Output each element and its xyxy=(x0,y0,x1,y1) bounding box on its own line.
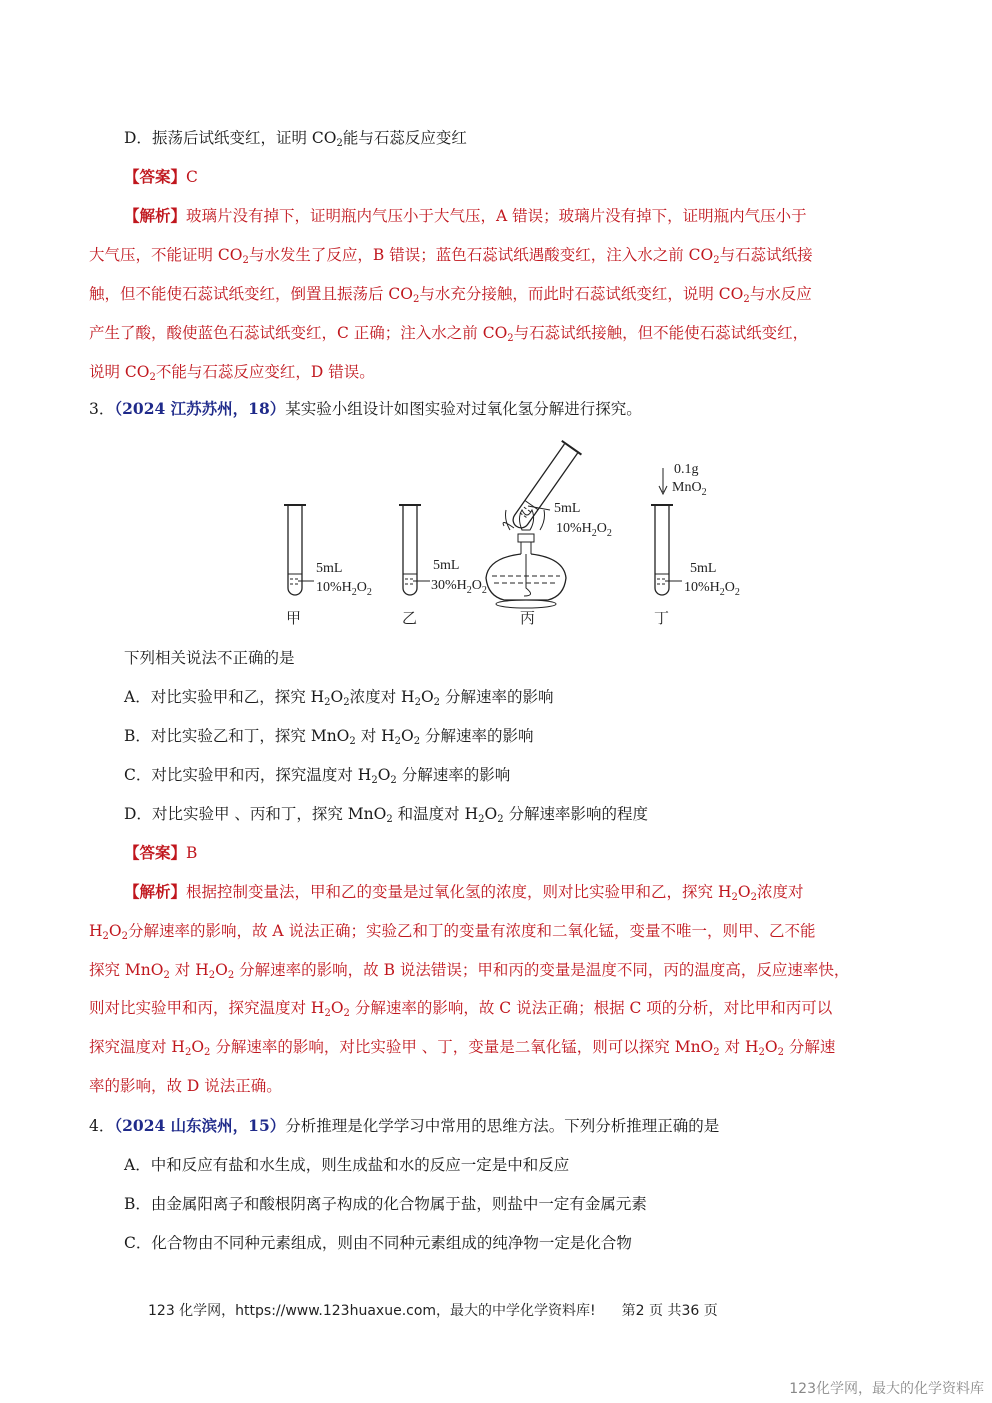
subscript: 2 xyxy=(433,697,441,708)
text-run: 分解速率的影响 xyxy=(396,766,511,784)
text-run: O xyxy=(215,960,228,979)
q3-prompt: 下列相关说法不正确的是 xyxy=(124,649,295,667)
text-run: 浓度对 H xyxy=(349,688,415,706)
subscript: 2 xyxy=(324,697,331,708)
analysis-line xyxy=(89,245,813,265)
test-tube-yi xyxy=(399,505,487,627)
subscript: 2 xyxy=(343,697,350,708)
text-run: 探究温度对 H xyxy=(89,1038,185,1057)
text-run: 对比实验甲和乙，探究 H xyxy=(150,688,325,706)
subscript: 2 xyxy=(478,814,485,825)
text-run: 分解速率的影响 xyxy=(420,727,534,745)
answer-tag: 【答案】 xyxy=(124,843,187,862)
test-tube-bing xyxy=(486,441,612,627)
page-footer xyxy=(148,1300,718,1320)
q3-option-d xyxy=(124,804,648,824)
option-label: B． xyxy=(124,727,151,745)
subscript: 2 xyxy=(343,1008,350,1020)
text-run: O xyxy=(737,883,751,901)
text-run: 探究 MnO xyxy=(89,960,164,979)
text-run: O xyxy=(764,1038,778,1057)
text-run: 触，但不能使石蕊试纸变红，倒置且振荡后 CO xyxy=(89,285,413,303)
analysis-line xyxy=(124,882,803,902)
subscript: 2 xyxy=(497,814,504,825)
option-text: 由金属阳离子和酸根阴离子构成的化合物属于盐，则盐中一定有金属元素 xyxy=(150,1195,647,1213)
analysis-line xyxy=(89,998,832,1018)
subscript: 2 xyxy=(121,930,128,942)
answer-value: C xyxy=(186,168,198,186)
subscript: 2 xyxy=(102,930,109,942)
q3-answer xyxy=(124,843,197,863)
tube-name: 乙 xyxy=(402,609,418,627)
text-run: 对 H xyxy=(355,727,395,745)
q3-stem xyxy=(89,399,642,419)
analysis-line xyxy=(89,1037,835,1057)
text-run: O xyxy=(401,727,414,745)
option-label: C． xyxy=(124,766,152,784)
tube-name: 丙 xyxy=(520,609,536,627)
option-text: 能与石蕊反应变红 xyxy=(342,129,467,147)
subscript: 2 xyxy=(227,969,235,981)
subscript: 2 xyxy=(336,138,343,149)
subscript: 2 xyxy=(414,697,421,708)
q4-option-a xyxy=(124,1155,569,1175)
text-run: 说明 CO xyxy=(89,363,150,381)
text-run: 浓度对 xyxy=(756,883,804,901)
analysis-tag: 【解析】 xyxy=(124,206,187,225)
analysis-line xyxy=(124,206,807,226)
text-run: O xyxy=(108,921,122,940)
subscript: 2 xyxy=(390,775,397,786)
text-run: 与水发生了反应，B 错误；蓝色石蕊试纸遇酸变红，注入水之前 CO xyxy=(248,246,714,264)
text-run: 和温度对 H xyxy=(392,805,479,823)
tube-name: 丁 xyxy=(654,609,670,627)
text-run: O xyxy=(191,1038,205,1057)
tube-volume-label: 5mL xyxy=(690,561,717,576)
tube-conc-label: $10\%H_2O_2$ xyxy=(316,580,372,598)
tube-conc-label: $10\%H_2O_2$ xyxy=(556,521,612,539)
text-run: 与水充分接触，而此时石蕊试纸变红，说明 CO xyxy=(419,285,744,303)
subscript: 2 xyxy=(743,294,750,305)
subscript: 2 xyxy=(758,1047,765,1059)
subscript: 2 xyxy=(731,892,738,903)
text-run: 分解速率的影响，故 B 说法错误；甲和丙的变量是温度不同，丙的温度高，反应速率快， xyxy=(234,960,850,979)
text-run: 对 H xyxy=(719,1038,759,1057)
subscript: 2 xyxy=(713,1047,720,1059)
text-run: 率的影响，故 D 说法正确。 xyxy=(89,1077,282,1095)
subscript: 2 xyxy=(204,1047,211,1059)
text-run: 对比实验乙和丁，探究 MnO xyxy=(150,727,350,745)
option-label: A． xyxy=(124,688,151,706)
subscript: 2 xyxy=(750,892,757,903)
catalyst-mass-label: 0.1g xyxy=(674,462,699,477)
subscript: 2 xyxy=(184,1047,192,1059)
subscript: 2 xyxy=(324,1008,331,1020)
text-run: 大气压，不能证明 CO xyxy=(89,246,243,264)
option-label: D． xyxy=(124,805,152,823)
analysis-line xyxy=(89,921,816,941)
text-run: 与石蕊试纸接 xyxy=(719,246,813,264)
text-run: 对比实验甲和丙，探究温度对 H xyxy=(151,766,372,784)
text-run: 分解速率的影响 xyxy=(440,688,554,706)
text-run: 分解速率影响的程度 xyxy=(503,805,649,823)
alcohol-lamp xyxy=(486,510,566,608)
subscript: 2 xyxy=(349,736,356,747)
analysis-line xyxy=(89,284,812,304)
tube-volume-label: 5mL xyxy=(433,558,460,573)
text-run: O xyxy=(377,766,391,784)
q4-stem xyxy=(89,1116,719,1136)
text-run: 分解速率的影响，对比实验甲 、丁，变量是二氧化锰，则可以探究 MnO xyxy=(210,1038,714,1057)
q3-option-b xyxy=(124,726,534,746)
text-run: 分解速率的影响，故 C 说法正确；根据 C 项的分析，对比甲和丙可以 xyxy=(349,999,833,1018)
q2-option-d xyxy=(124,128,467,148)
q3-option-c xyxy=(124,765,510,785)
question-number: 3． xyxy=(89,400,115,418)
subscript: 2 xyxy=(371,775,378,786)
subscript: 2 xyxy=(149,372,156,383)
q4-option-b xyxy=(124,1194,647,1214)
text-run: 与水反应 xyxy=(749,285,812,303)
subscript: 2 xyxy=(394,736,402,747)
text-run: 与石蕊试纸接触，但不能使石蕊试纸变红， xyxy=(513,324,809,342)
text-run: 对 H xyxy=(169,960,209,979)
tube-name: 甲 xyxy=(286,609,302,627)
subscript: 2 xyxy=(208,969,216,981)
question-text: 某实验小组设计如图实验对过氧化氢分解进行探究。 xyxy=(285,400,642,418)
analysis-line xyxy=(89,362,375,382)
test-tube-jia xyxy=(284,505,372,627)
text-run: 产生了酸，酸使蓝色石蕊试纸变红，C 正确；注入水之前 CO xyxy=(89,324,508,342)
question-source: （2024 山东滨州，15） xyxy=(114,1116,286,1135)
watermark: 123化学网，最大的化学资料库 xyxy=(789,1381,984,1397)
footer-text: 123 化学网，https://www.123huaxue.com，最大的中学化学资料库! xyxy=(148,1303,596,1319)
subscript: 2 xyxy=(413,736,421,747)
option-label: A． xyxy=(124,1156,151,1174)
q2-answer xyxy=(124,167,198,187)
analysis-line xyxy=(89,1076,282,1096)
subscript: 2 xyxy=(507,333,514,344)
option-label: B． xyxy=(124,1195,151,1213)
experiment-figure xyxy=(270,438,760,638)
tube-volume-label: 5mL xyxy=(316,561,343,576)
question-text: 分析推理是化学学习中常用的思维方法。下列分析推理正确的是 xyxy=(285,1117,720,1135)
catalyst-label: MnO$_2$ xyxy=(672,480,707,498)
text-run: 玻璃片没有掉下，证明瓶内气压小于大气压，A 错误；玻璃片没有掉下，证明瓶内气压小于 xyxy=(186,207,807,225)
text-run: O xyxy=(330,688,344,706)
analysis-tag: 【解析】 xyxy=(124,882,187,901)
text-run: O xyxy=(484,805,498,823)
text-run: 根据控制变量法，甲和乙的变量是过氧化氢的浓度，则对比实验甲和乙，探究 H xyxy=(186,883,732,901)
q3-option-a xyxy=(124,687,553,707)
option-text: 中和反应有盐和水生成，则生成盐和水的反应一定是中和反应 xyxy=(150,1156,570,1174)
answer-tag: 【答案】 xyxy=(124,167,187,186)
subscript: 2 xyxy=(242,255,249,266)
option-label: D． xyxy=(124,129,152,147)
q4-option-c xyxy=(124,1233,632,1253)
text-run: 不能与石蕊反应变红，D 错误。 xyxy=(155,363,375,381)
text-run: 分解速 xyxy=(784,1038,836,1057)
subscript: 2 xyxy=(713,255,720,266)
tube-volume-label: 5mL xyxy=(554,501,581,516)
option-text: 振荡后试纸变红，证明 CO xyxy=(151,129,337,147)
text-run: 对比实验甲 、丙和丁，探究 MnO xyxy=(151,805,387,823)
subscript: 2 xyxy=(777,1047,784,1059)
page-number: 第2 页 共36 页 xyxy=(621,1303,718,1319)
text-run: O xyxy=(420,688,434,706)
option-text: 化合物由不同种元素组成，则由不同种元素组成的纯净物一定是化合物 xyxy=(151,1234,632,1252)
subscript: 2 xyxy=(163,969,170,981)
question-number: 4． xyxy=(89,1117,115,1135)
text-run: 分解速率的影响，故 A 说法正确；实验乙和丁的变量有浓度和二氧化锰，变量不唯一，则甲、乙不能 xyxy=(128,921,816,940)
analysis-line xyxy=(89,960,849,980)
text-run: H xyxy=(89,921,103,940)
subscript: 2 xyxy=(386,814,393,825)
subscript: 2 xyxy=(413,294,420,305)
option-label: C． xyxy=(124,1234,152,1252)
tube-conc-label: $30\%H_2O_2$ xyxy=(431,578,487,596)
question-source: （2024 江苏苏州，18） xyxy=(114,399,286,418)
text-run: 则对比实验甲和丙，探究温度对 H xyxy=(89,999,325,1018)
tube-conc-label: $10\%H_2O_2$ xyxy=(684,580,740,598)
test-tube-ding xyxy=(651,462,740,627)
text-run: O xyxy=(330,999,344,1018)
answer-value: B xyxy=(186,844,198,862)
analysis-line xyxy=(89,323,808,343)
